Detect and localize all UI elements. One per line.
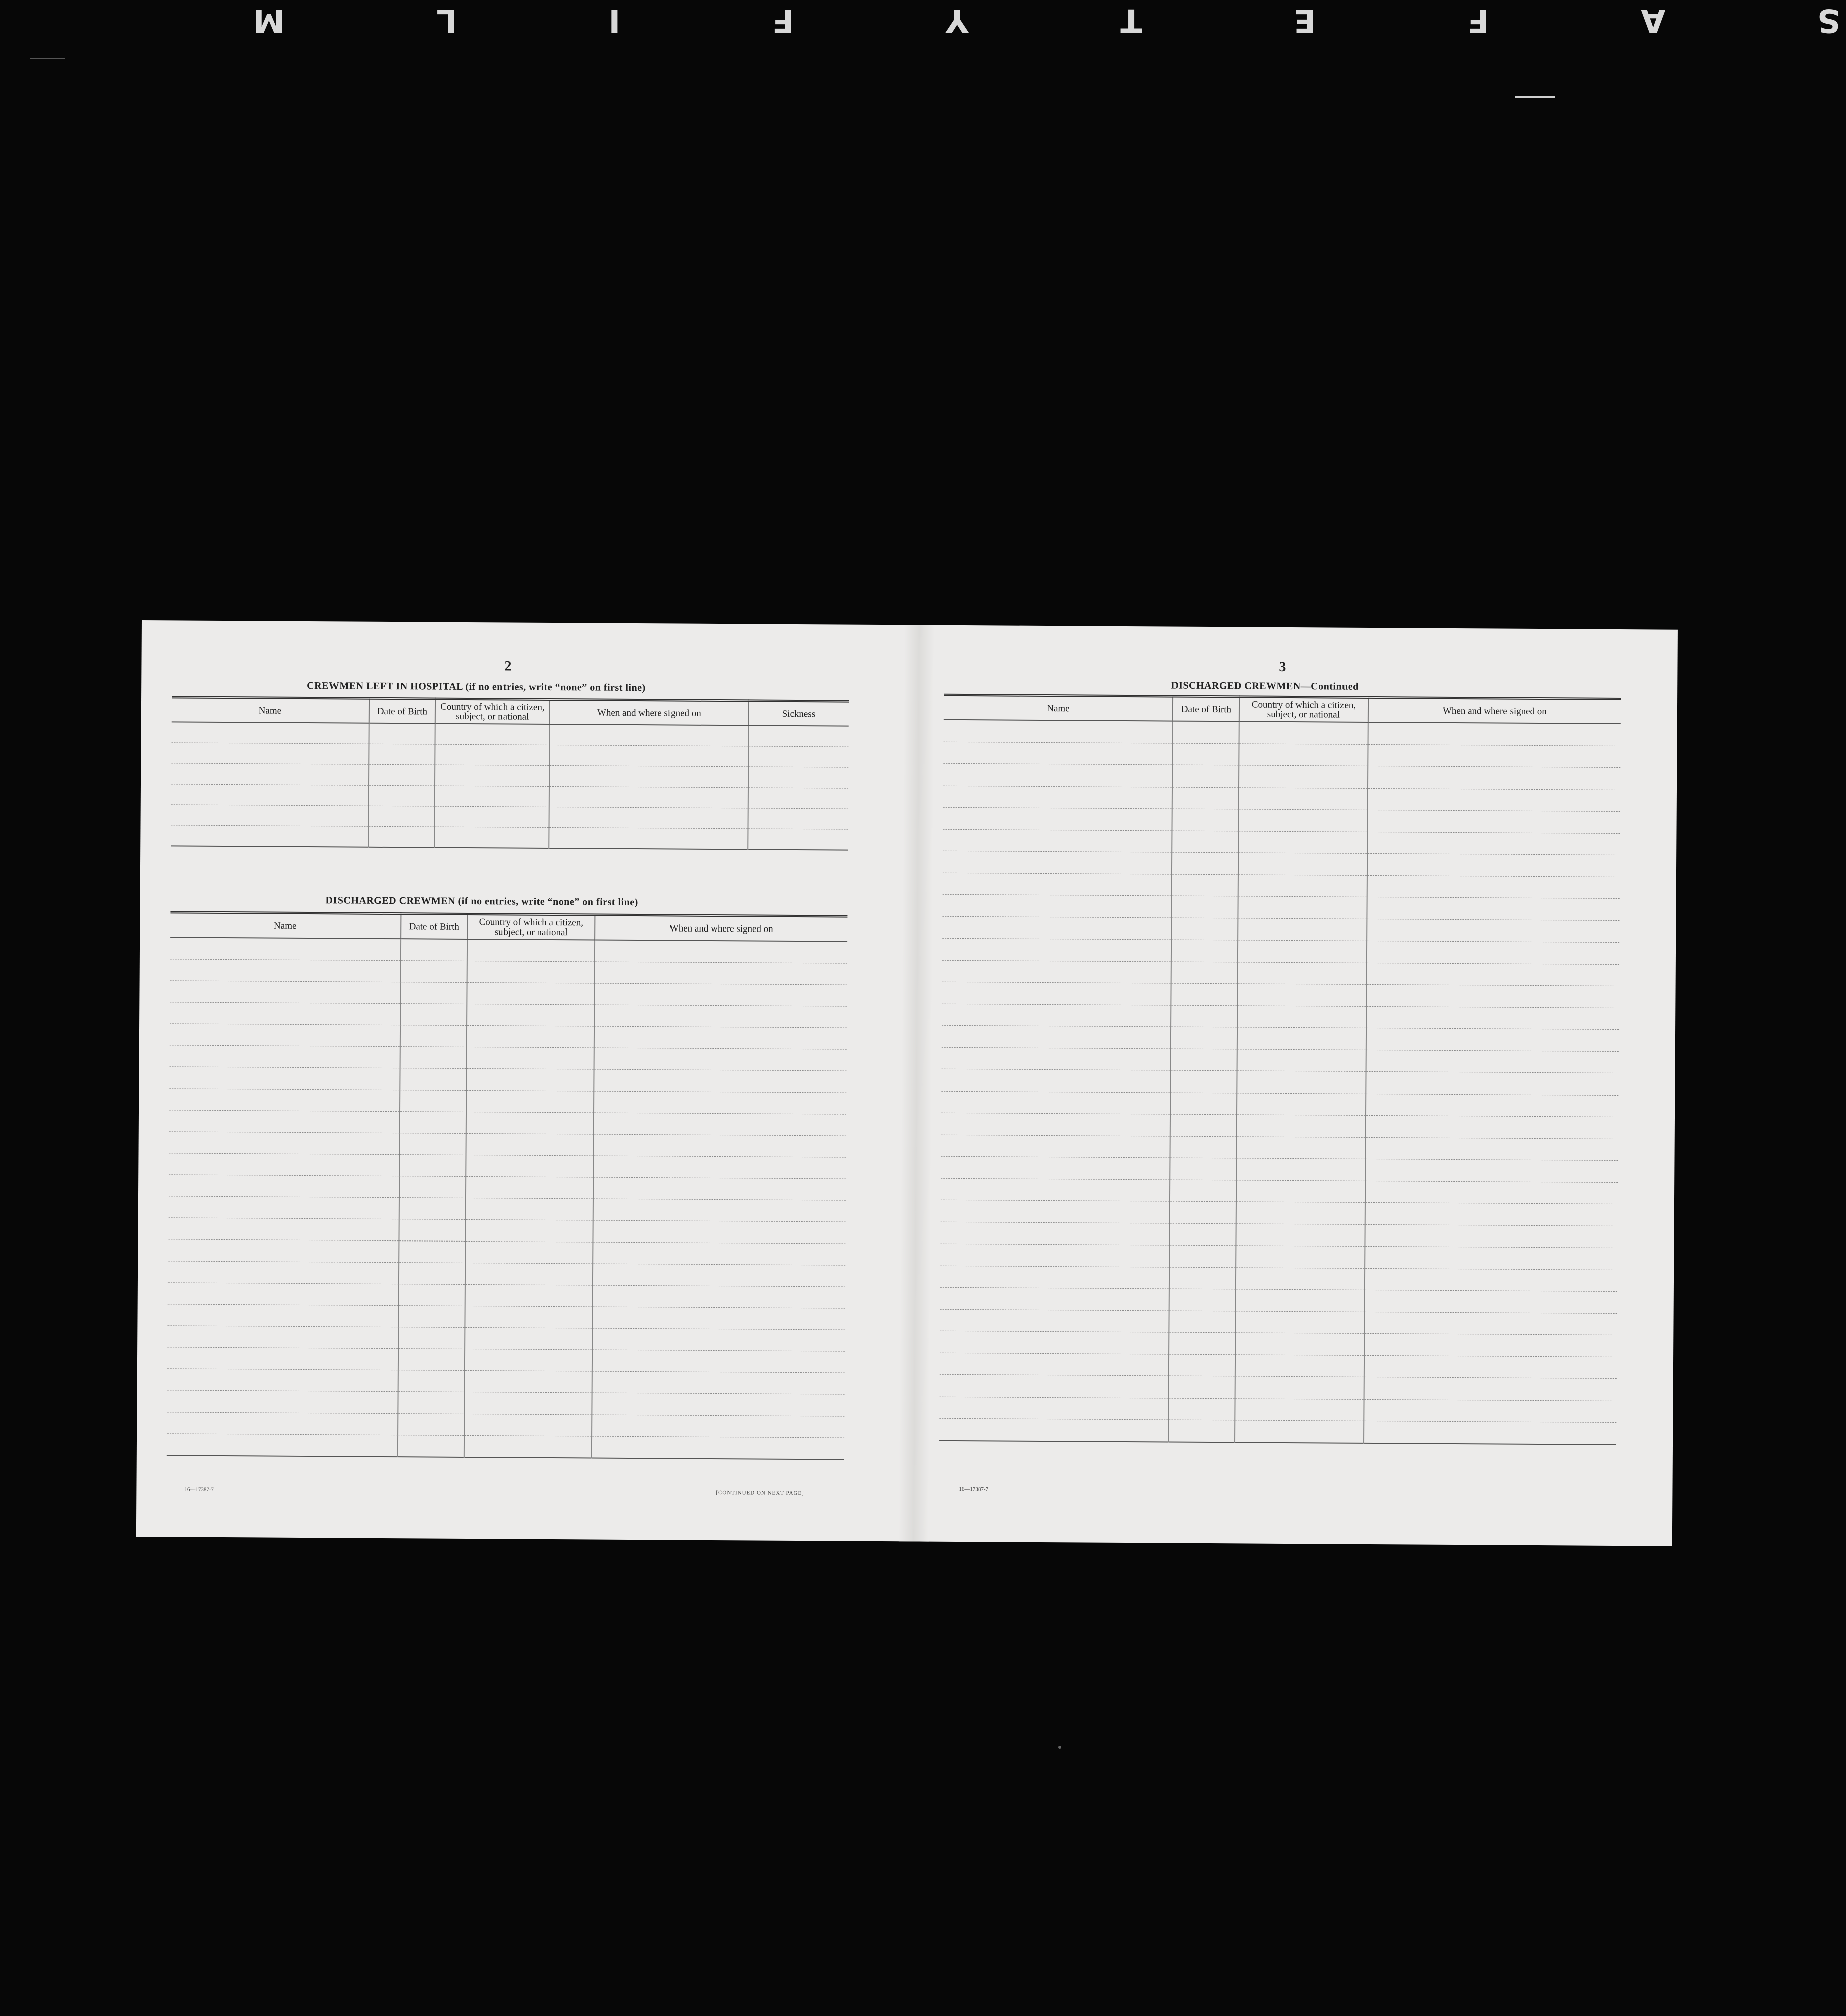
blank-entry-cell (400, 1090, 466, 1112)
blank-entry-cell (466, 1198, 593, 1220)
blank-entry-cell (1364, 1355, 1617, 1379)
discharged-continued-title: DISCHARGED CREWMEN—Continued (1171, 680, 1359, 692)
blank-entry-cell (1236, 1223, 1365, 1246)
blank-entry-cell (594, 1026, 847, 1049)
blank-entry-cell (593, 1242, 845, 1265)
blank-entry-cell (1171, 983, 1237, 1005)
blank-entry-cell (369, 764, 435, 786)
blank-entry-cell (400, 982, 467, 1004)
page-number-right: 3 (1279, 659, 1286, 675)
blank-entry-cell (592, 1328, 845, 1351)
blank-entry-cell (369, 785, 435, 806)
blank-entry-cell (1365, 1181, 1618, 1204)
film-edge-mark (1515, 96, 1555, 98)
blank-entry-cell (1235, 1354, 1364, 1377)
blank-entry-cell (1172, 831, 1238, 853)
blank-entry-cell (1238, 896, 1367, 919)
blank-entry-row (939, 1418, 1616, 1444)
blank-entry-cell (942, 1004, 1171, 1027)
blank-entry-cell (1172, 765, 1239, 787)
header-name: Name (944, 695, 1173, 721)
blank-entry-cell (593, 1264, 845, 1287)
blank-entry-cell (549, 745, 748, 766)
blank-entry-cell (369, 744, 435, 765)
hospital-title-text: CREWMEN LEFT IN HOSPITAL (307, 680, 463, 692)
blank-entry-cell (1235, 1398, 1364, 1421)
blank-entry-cell (549, 786, 748, 808)
blank-entry-cell (399, 1155, 466, 1177)
blank-entry-cell (467, 1025, 594, 1048)
blank-entry-cell (1367, 810, 1620, 833)
blank-entry-cell (593, 1285, 845, 1308)
blank-entry-cell (1170, 1093, 1237, 1115)
blank-entry-cell (1237, 1071, 1366, 1094)
blank-entry-cell (941, 1113, 1170, 1136)
blank-entry-cell (942, 982, 1171, 1005)
blank-entry-cell (941, 1069, 1170, 1092)
header-date-of-birth: Date of Birth (369, 698, 435, 723)
blank-entry-cell (466, 1155, 593, 1177)
blank-entry-cell (171, 825, 368, 847)
discharged-header-row (170, 912, 847, 942)
blank-entry-cell (1367, 941, 1619, 964)
header-country: Country of which a citizen, subject, or national (1239, 697, 1368, 722)
blank-entry-cell (1169, 1245, 1236, 1267)
blank-entry-cell (169, 1067, 400, 1090)
blank-entry-cell (1237, 1115, 1366, 1137)
blank-entry-cell (942, 960, 1171, 983)
blank-entry-cell (594, 1005, 847, 1028)
blank-entry-cell (1172, 874, 1238, 896)
blank-entry-cell (1169, 1332, 1235, 1354)
blank-entry-cell (941, 1156, 1170, 1179)
blank-entry-cell (167, 1434, 398, 1457)
blank-entry-cell (167, 1390, 398, 1414)
header-sickness: Sickness (749, 701, 849, 726)
blank-entry-cell (748, 829, 848, 850)
blank-entry-cell (942, 894, 1171, 917)
blank-entry-cell (939, 1418, 1168, 1442)
blank-entry-cell (435, 765, 549, 786)
blank-entry-cell (943, 786, 1172, 809)
blank-entry-cell (549, 765, 748, 787)
header-date-of-birth: Date of Birth (1173, 696, 1239, 721)
blank-entry-cell (1170, 1180, 1236, 1202)
header-name: Name (172, 697, 369, 723)
blank-entry-cell (944, 720, 1173, 743)
blank-entry-cell (467, 1004, 594, 1026)
hospital-table (171, 696, 849, 850)
blank-entry-cell (1238, 918, 1367, 941)
blank-entry-cell (1366, 1028, 1619, 1051)
blank-entry-cell (1236, 1180, 1365, 1202)
blank-entry-cell (940, 1287, 1169, 1310)
blank-entry-cell (1171, 918, 1238, 940)
form-code-right: 16—17387-7 (959, 1486, 989, 1493)
blank-entry-cell (1236, 1246, 1365, 1268)
blank-entry-cell (435, 786, 549, 807)
blank-entry-cell (593, 1177, 846, 1200)
blank-entry-cell (1364, 1333, 1617, 1357)
blank-entry-cell (1237, 1049, 1366, 1071)
blank-entry-cell (399, 1219, 465, 1242)
blank-entry-cell (170, 981, 400, 1004)
blank-entry-cell (594, 1069, 846, 1093)
blank-entry-cell (1235, 1376, 1364, 1399)
form-code-left: 16—17387-7 (184, 1486, 214, 1493)
blank-entry-cell (1367, 963, 1619, 986)
blank-entry-cell (943, 763, 1172, 787)
blank-entry-cell (1364, 1399, 1616, 1423)
blank-entry-cell (170, 937, 401, 960)
blank-entry-cell (1235, 1420, 1364, 1443)
discharged-continued-header-row (944, 695, 1621, 724)
blank-entry-cell (465, 1241, 593, 1264)
blank-entry-cell (1366, 1115, 1618, 1139)
blank-entry-cell (943, 851, 1172, 874)
film-dust-speck (1058, 1746, 1061, 1749)
blank-entry-cell (170, 1045, 400, 1068)
blank-entry-cell (169, 1132, 400, 1155)
blank-entry-cell (434, 827, 549, 848)
blank-entry-cell (594, 1091, 846, 1114)
blank-entry-row (171, 825, 848, 850)
blank-entry-cell (594, 983, 847, 1006)
blank-entry-cell (940, 1353, 1169, 1376)
blank-entry-cell (169, 1175, 399, 1198)
blank-entry-cell (940, 1244, 1169, 1267)
blank-entry-cell (748, 746, 848, 767)
blank-entry-cell (399, 1198, 466, 1220)
blank-entry-cell (1238, 940, 1367, 963)
blank-entry-cell (592, 1371, 845, 1394)
blank-entry-cell (1239, 765, 1368, 788)
blank-entry-cell (1238, 831, 1367, 853)
blank-entry-cell (943, 873, 1172, 896)
blank-entry-cell (398, 1370, 465, 1392)
blank-entry-cell (464, 1392, 592, 1415)
blank-entry-cell (1171, 1005, 1237, 1027)
blank-entry-cell (170, 959, 401, 982)
blank-entry-cell (1365, 1224, 1617, 1248)
blank-entry-cell (1171, 896, 1238, 918)
blank-entry-cell (1235, 1311, 1364, 1333)
header-country: Country of which a citizen, subject, or national (467, 914, 595, 940)
blank-entry-cell (1169, 1354, 1235, 1376)
header-when-where-signed: When and where signed on (1368, 697, 1621, 724)
blank-entry-cell (464, 1414, 592, 1436)
blank-entry-cell (1367, 853, 1620, 877)
blank-entry-cell (1237, 1027, 1366, 1050)
blank-entry-cell (167, 1412, 398, 1435)
blank-entry-cell (941, 1200, 1170, 1223)
discharged-title-text: DISCHARGED CREWMEN (325, 895, 456, 907)
blank-entry-cell (169, 1196, 399, 1219)
blank-entry-cell (942, 916, 1171, 940)
blank-entry-cell (549, 807, 748, 828)
blank-entry-cell (748, 788, 848, 809)
blank-entry-cell (169, 1110, 400, 1133)
blank-entry-cell (169, 1089, 400, 1112)
blank-entry-cell (167, 1326, 398, 1349)
blank-entry-cell (592, 1350, 845, 1373)
blank-entry-cell (466, 1176, 593, 1199)
blank-entry-cell (1365, 1246, 1617, 1270)
blank-entry-cell (1366, 1094, 1618, 1117)
blank-entry-cell (168, 1283, 399, 1306)
blank-entry-cell (1367, 919, 1619, 943)
blank-entry-cell (1365, 1290, 1617, 1313)
blank-entry-cell (1364, 1421, 1616, 1444)
blank-entry-cell (168, 1261, 399, 1284)
blank-entry-cell (170, 1024, 400, 1047)
blank-entry-cell (1173, 721, 1239, 744)
blank-entry-cell (368, 806, 434, 827)
blank-entry-cell (169, 1153, 399, 1176)
blank-entry-cell (167, 1347, 398, 1370)
blank-entry-cell (592, 1415, 844, 1438)
blank-entry-cell (592, 1436, 844, 1460)
blank-entry-cell (1239, 743, 1368, 766)
blank-entry-cell (399, 1263, 465, 1285)
film-edge-label: S A F E T Y F I L M (183, 2, 1840, 39)
blank-entry-cell (748, 767, 848, 788)
blank-entry-cell (400, 1112, 466, 1134)
blank-entry-cell (1172, 852, 1238, 874)
header-when-where-signed: When and where signed on (550, 699, 749, 725)
blank-entry-cell (368, 826, 434, 847)
blank-entry-cell (593, 1199, 846, 1222)
blank-entry-cell (434, 806, 549, 827)
blank-entry-cell (465, 1263, 593, 1285)
blank-entry-cell (940, 1222, 1169, 1245)
blank-entry-cell (1170, 1114, 1237, 1136)
blank-entry-cell (466, 1068, 594, 1091)
blank-entry-cell (1236, 1289, 1365, 1312)
blank-entry-cell (1367, 875, 1620, 899)
blank-entry-cell (1237, 1093, 1366, 1115)
blank-entry-cell (595, 962, 847, 985)
blank-entry-cell (465, 1219, 593, 1242)
blank-entry-cell (1238, 809, 1367, 832)
hospital-section-title (307, 680, 646, 694)
blank-entry-cell (748, 725, 848, 747)
blank-entry-cell (467, 961, 595, 983)
blank-entry-cell (594, 1113, 846, 1136)
blank-entry-cell (466, 1133, 593, 1156)
blank-entry-cell (171, 763, 369, 785)
blank-entry-cell (1236, 1136, 1365, 1159)
blank-entry-cell (593, 1220, 845, 1244)
blank-entry-cell (401, 939, 467, 961)
blank-entry-cell (942, 938, 1171, 961)
blank-entry-cell (170, 1002, 400, 1025)
blank-entry-cell (1171, 1049, 1237, 1071)
blank-entry-cell (1238, 962, 1367, 984)
blank-entry-cell (401, 961, 467, 983)
discharged-continued-table (939, 694, 1621, 1445)
header-date-of-birth: Date of Birth (401, 914, 467, 939)
blank-entry-cell (1236, 1267, 1365, 1290)
hospital-note-text: (if no entries, write “none” on first line) (465, 681, 646, 694)
blank-entry-cell (1238, 874, 1367, 897)
blank-entry-cell (398, 1414, 464, 1436)
blank-entry-cell (1368, 744, 1620, 768)
blank-entry-cell (398, 1392, 464, 1414)
blank-entry-cell (1171, 962, 1238, 984)
blank-entry-cell (1365, 1137, 1618, 1161)
blank-entry-cell (595, 940, 847, 964)
discharged-note-text: (if no entries, write “none” on first line) (458, 895, 638, 908)
blank-entry-cell (1368, 766, 1620, 790)
blank-entry-cell (435, 724, 549, 745)
blank-entry-cell (549, 827, 748, 849)
blank-entry-cell (943, 742, 1172, 765)
blank-entry-cell (399, 1241, 465, 1263)
blank-entry-cell (465, 1327, 592, 1350)
blank-entry-cell (1168, 1420, 1235, 1442)
blank-entry-cell (467, 1047, 594, 1069)
blank-entry-cell (398, 1306, 465, 1328)
blank-entry-cell (399, 1133, 466, 1155)
blank-entry-cell (168, 1239, 399, 1263)
blank-entry-cell (466, 1112, 594, 1134)
blank-entry-cell (1367, 832, 1620, 855)
blank-entry-cell (400, 1004, 467, 1026)
film-scratch (30, 58, 65, 59)
blank-entry-cell (464, 1435, 592, 1458)
blank-entry-cell (1169, 1311, 1235, 1333)
blank-entry-cell (171, 743, 369, 764)
header-when-where-signed: When and where signed on (595, 915, 847, 942)
blank-entry-cell (1239, 787, 1368, 810)
blank-entry-cell (941, 1091, 1170, 1114)
blank-entry-cell (1172, 787, 1239, 809)
blank-entry-cell (465, 1306, 592, 1328)
blank-entry-cell (167, 1304, 398, 1327)
blank-entry-cell (1171, 940, 1238, 962)
page-gutter (899, 625, 934, 1541)
blank-entry-cell (1169, 1289, 1236, 1311)
blank-entry-cell (1237, 984, 1366, 1006)
blank-entry-cell (1170, 1070, 1237, 1093)
blank-entry-cell (1236, 1158, 1365, 1181)
document-sheet (136, 620, 1678, 1546)
blank-entry-cell (1172, 743, 1239, 765)
blank-entry-cell (1169, 1223, 1236, 1246)
blank-entry-cell (398, 1435, 464, 1457)
blank-entry-cell (592, 1307, 845, 1330)
blank-entry-cell (435, 744, 549, 765)
blank-entry-cell (1170, 1136, 1236, 1158)
blank-entry-cell (167, 1369, 398, 1392)
blank-entry-cell (400, 1068, 466, 1091)
blank-entry-cell (465, 1284, 593, 1307)
blank-entry-cell (465, 1370, 592, 1393)
blank-entry-cell (940, 1374, 1169, 1398)
blank-entry-cell (1366, 1006, 1619, 1030)
page-number-left: 2 (504, 658, 512, 674)
blank-entry-cell (1170, 1158, 1236, 1180)
blank-entry-cell (940, 1266, 1169, 1289)
blank-entry-cell (1171, 1027, 1237, 1049)
blank-entry-cell (1236, 1202, 1365, 1224)
blank-entry-cell (942, 1025, 1171, 1048)
blank-entry-cell (467, 939, 595, 962)
blank-entry-cell (940, 1309, 1169, 1332)
blank-entry-cell (941, 1178, 1170, 1201)
blank-entry-cell (1238, 853, 1367, 875)
blank-entry-row (167, 1434, 844, 1460)
blank-entry-cell (171, 805, 369, 826)
blank-entry-cell (1366, 1050, 1619, 1073)
blank-entry-cell (1172, 809, 1238, 831)
blank-entry-cell (592, 1393, 844, 1416)
blank-entry-cell (400, 1025, 467, 1047)
blank-entry-cell (1168, 1398, 1235, 1420)
blank-entry-cell (1364, 1377, 1617, 1401)
blank-entry-cell (1365, 1268, 1617, 1292)
blank-entry-cell (398, 1349, 465, 1371)
header-country: Country of which a citizen, subject, or national (435, 699, 550, 724)
blank-entry-cell (369, 723, 435, 744)
blank-entry-cell (1365, 1202, 1618, 1226)
blank-entry-cell (466, 1090, 594, 1113)
blank-entry-cell (400, 1047, 467, 1069)
blank-entry-cell (1169, 1376, 1235, 1398)
blank-entry-cell (943, 807, 1172, 830)
blank-entry-cell (1366, 1071, 1618, 1095)
blank-entry-cell (1239, 721, 1368, 744)
blank-entry-cell (1366, 984, 1619, 1008)
hospital-header-row (172, 697, 849, 726)
blank-entry-cell (171, 784, 369, 806)
blank-entry-cell (939, 1397, 1168, 1420)
blank-entry-cell (398, 1327, 465, 1349)
blank-entry-cell (465, 1349, 592, 1371)
blank-entry-cell (168, 1218, 399, 1241)
blank-entry-cell (549, 724, 748, 746)
blank-entry-cell (1235, 1333, 1364, 1355)
blank-entry-cell (1367, 897, 1619, 920)
header-name: Name (170, 912, 401, 939)
blank-entry-cell (1170, 1201, 1236, 1223)
blank-entry-cell (593, 1156, 846, 1179)
blank-entry-cell (942, 1047, 1171, 1070)
discharged-section-title (326, 895, 638, 908)
blank-entry-cell (1368, 788, 1620, 812)
blank-entry-cell (1169, 1267, 1236, 1289)
blank-entry-cell (467, 982, 594, 1005)
blank-entry-cell (399, 1176, 466, 1198)
blank-entry-cell (941, 1135, 1170, 1158)
blank-entry-cell (1368, 722, 1621, 746)
blank-entry-cell (399, 1284, 465, 1306)
blank-entry-cell (1365, 1159, 1618, 1182)
blank-entry-cell (593, 1134, 846, 1157)
blank-entry-cell (1237, 1005, 1366, 1028)
blank-entry-cell (748, 808, 848, 829)
blank-entry-cell (940, 1331, 1169, 1354)
blank-entry-cell (1364, 1312, 1617, 1335)
discharged-table (167, 911, 848, 1460)
continued-note: [CONTINUED ON NEXT PAGE] (716, 1490, 804, 1497)
blank-entry-cell (172, 722, 369, 744)
blank-entry-cell (943, 829, 1172, 852)
blank-entry-cell (594, 1048, 847, 1071)
